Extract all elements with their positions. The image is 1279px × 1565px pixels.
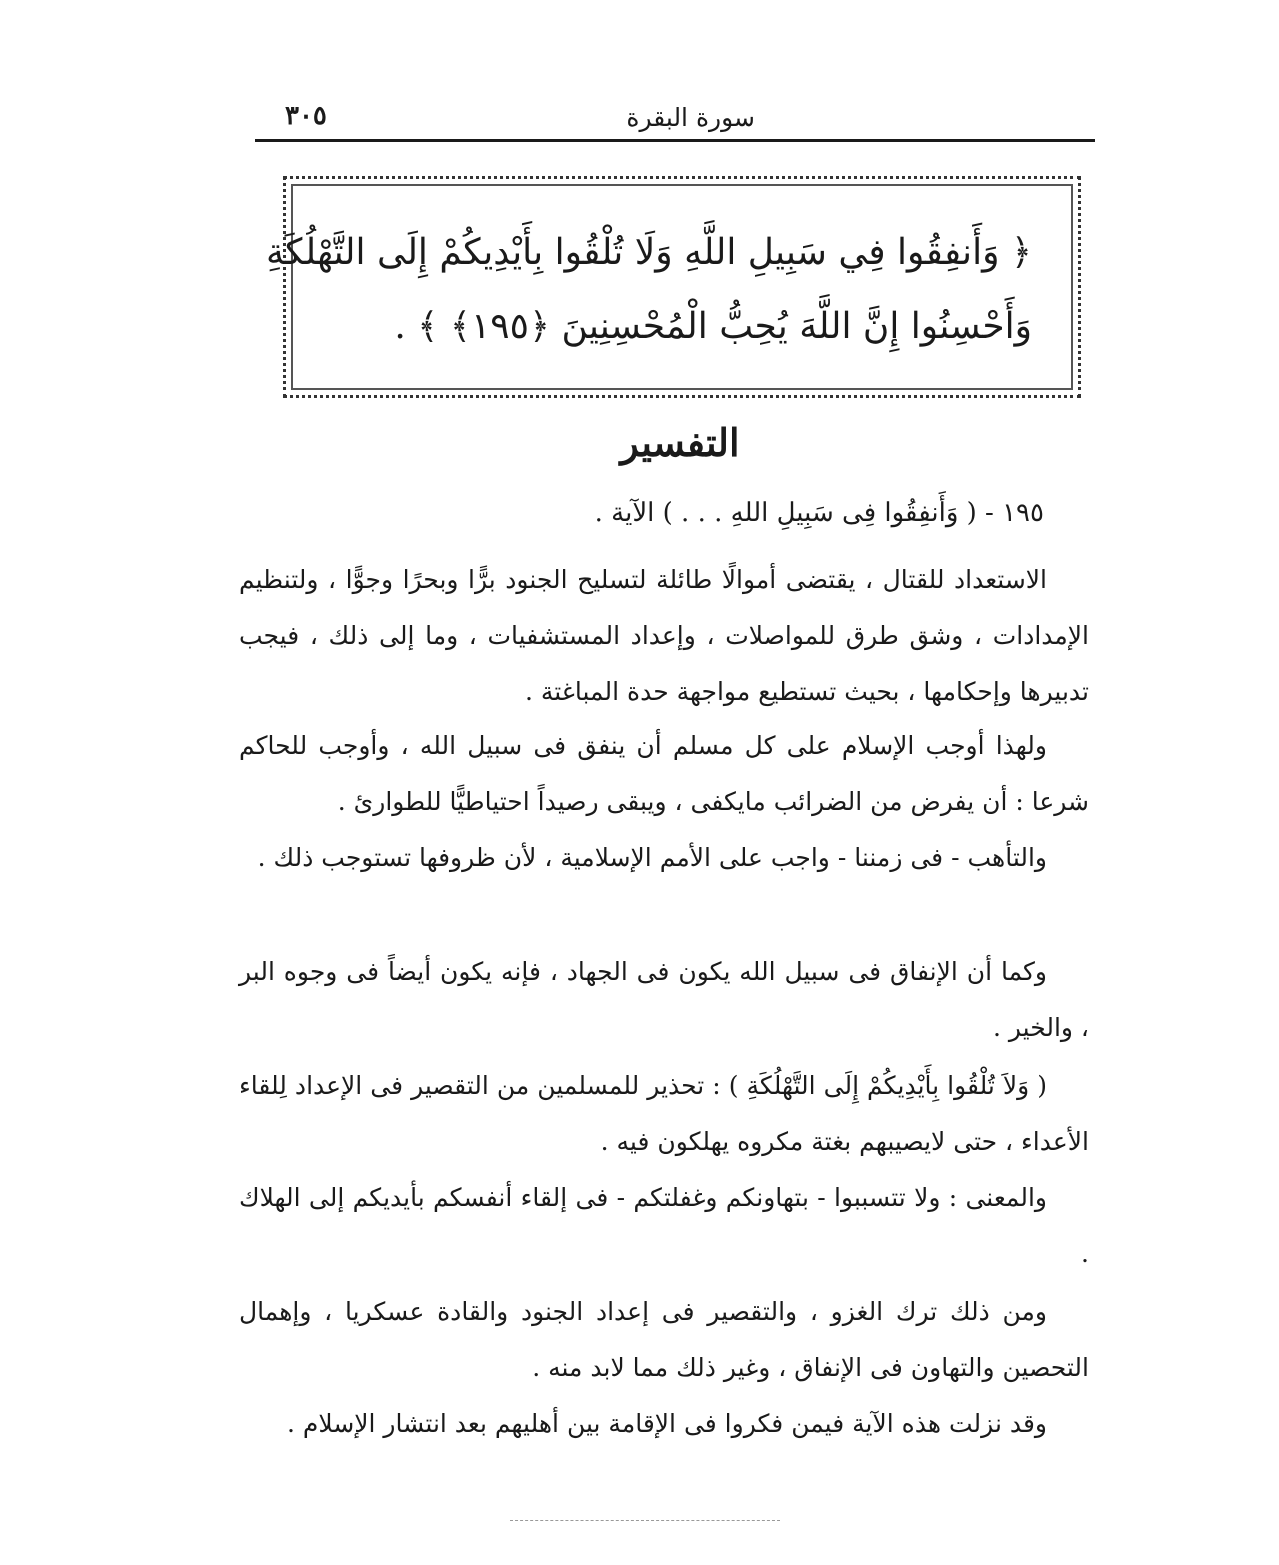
- verse-line-2: وَأَحْسِنُوا إِنَّ اللَّهَ يُحِبُّ الْمُحْسِنِينَ ﴿١٩٥﴾ ﴾ .: [394, 306, 1032, 347]
- paragraph-1: الاستعداد للقتال ، يقتضى أموالًا طائلة لتسليح الجنود برًّا وبحرًا وجوًّا ، ولتنظيم الإمدادات ، وشق طرق للمواصلات ، وإعداد المستشفيات ، وما إلى ذلك ، فيجب تدبيرها وإحكامها ، بحيث تستطيع مواجهة حدة المباغتة .: [239, 565, 1089, 706]
- surah-title: سورة البقرة: [626, 103, 755, 132]
- paragraph-4: وكما أن الإنفاق فى سبيل الله يكون فى الجهاد ، فإنه يكون أيضاً فى وجوه البر ، والخير .: [239, 957, 1089, 1042]
- page-header: [255, 95, 1095, 142]
- paragraph-5: ( وَلاَ تُلْقُوا بِأَيْدِيكُمْ إِلَى التَّهْلُكَةِ ) : تحذير للمسلمين من التقصير فى الإعداد لِلقاء الأعداء ، حتى لايصيبهم بغتة مكروه يهلكون فيه .: [239, 1071, 1089, 1156]
- verse-line-1: ﴿ وَأَنفِقُوا فِي سَبِيلِ اللَّهِ وَلَا تُلْقُوا بِأَيْدِيكُمْ إِلَى التَّهْلُكَةِ: [265, 232, 1032, 273]
- paragraph-3: والتأهب - فى زمننا - واجب على الأمم الإسلامية ، لأن ظروفها تستوجب ذلك .: [257, 843, 1047, 872]
- paragraph-8: وقد نزلت هذه الآية فيمن فكروا فى الإقامة بين أهليهم بعد انتشار الإسلام .: [287, 1409, 1047, 1438]
- section-heading: التفسير: [620, 420, 740, 465]
- verse-frame: [265, 176, 1081, 398]
- paragraph-6: والمعنى : ولا تتسببوا - بتهاونكم وغفلتكم - فى إلقاء أنفسكم بأيديكم إلى الهلاك .: [239, 1183, 1089, 1268]
- page-number: ٣٠٥: [285, 101, 327, 131]
- paragraph-7: ومن ذلك ترك الغزو ، والتقصير فى إعداد الجنود والقادة عسكريا ، وإهمال التحصين والتهاون فى الإنفاق ، وغير ذلك مما لابد منه .: [239, 1297, 1089, 1382]
- paragraph-2: ولهذا أوجب الإسلام على كل مسلم أن ينفق فى سبيل الله ، وأوجب للحاكم شرعا : أن يفرض من الضرائب مايكفى ، ويبقى رصيداً احتياطيًّا للطوارئ .: [239, 731, 1089, 816]
- bottom-divider: [510, 1520, 780, 1521]
- verse-reference: ١٩٥ - ( وَأَنفِقُوا فِى سَبِيلِ اللهِ . . . ) الآية .: [594, 498, 1044, 528]
